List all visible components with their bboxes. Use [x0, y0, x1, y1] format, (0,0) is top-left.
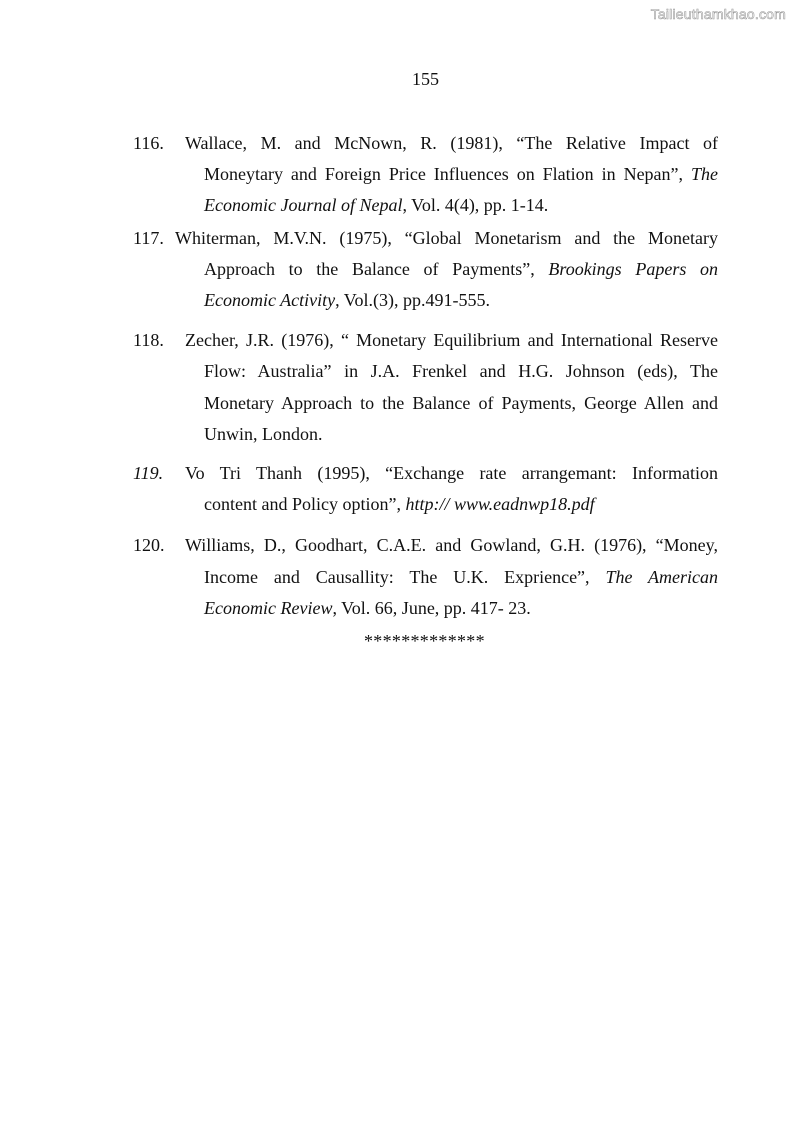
reference-number: 118.	[133, 330, 164, 351]
reference-text: , Vol. 66, June, pp. 417- 23.	[332, 597, 531, 618]
reference-item-116	[133, 128, 718, 222]
reference-journal: Economic Activity	[204, 290, 336, 311]
reference-text: Vo Tri Thanh (1995), “Exchange rate arrangemant: Information	[185, 463, 718, 484]
reference-journal: The	[691, 164, 718, 185]
reference-text: Moneytary and Foreign Price Influences on Flation in Nepan”,	[204, 164, 691, 185]
reference-number: 117.	[133, 227, 164, 248]
reference-url: http:// www.eadnwp18.pdf	[405, 494, 595, 515]
reference-text: content and Policy option”,	[204, 494, 406, 515]
reference-number: 116.	[133, 133, 164, 153]
reference-text: Monetary Approach to the Balance of Payments, George Allen and	[204, 392, 718, 413]
reference-item-120	[133, 530, 718, 624]
reference-number: 119.	[133, 463, 164, 484]
page-number: 155	[412, 69, 439, 89]
reference-list	[133, 128, 718, 624]
reference-text: , Vol. 4(4), pp. 1-14.	[402, 195, 549, 216]
reference-journal: Brookings Papers on	[548, 258, 718, 279]
reference-text: Whiterman, M.V.N. (1975), “Global Monetarism and the Monetary	[175, 227, 718, 248]
reference-text: Approach to the Balance of Payments”,	[204, 258, 549, 279]
reference-journal: The American	[605, 566, 719, 587]
reference-text: Flow: Australia” in J.A. Frenkel and H.G. Johnson (eds), The	[204, 361, 718, 382]
reference-item-119	[133, 458, 718, 520]
watermark-logo: Tailieuthamkhao.com	[650, 6, 786, 22]
reference-journal: Economic Journal of Nepal	[204, 195, 403, 216]
reference-text: Income and Causallity: The U.K. Exprience”,	[204, 566, 606, 587]
reference-journal: Economic Review	[204, 597, 333, 618]
reference-text: Unwin, London.	[204, 423, 323, 444]
reference-item-118	[133, 325, 718, 450]
reference-text: , Vol.(3), pp.491-555.	[335, 290, 490, 311]
reference-text: Wallace, M. and McNown, R. (1981), “The Relative Impact of	[185, 133, 718, 153]
reference-text: Zecher, J.R. (1976), “ Monetary Equilibrium and International Reserve	[185, 330, 718, 351]
end-mark: *************	[364, 631, 485, 651]
reference-text: Williams, D., Goodhart, C.A.E. and Gowland, G.H. (1976), “Money,	[185, 535, 718, 556]
reference-item-117	[133, 223, 718, 317]
reference-number: 120.	[133, 535, 165, 556]
